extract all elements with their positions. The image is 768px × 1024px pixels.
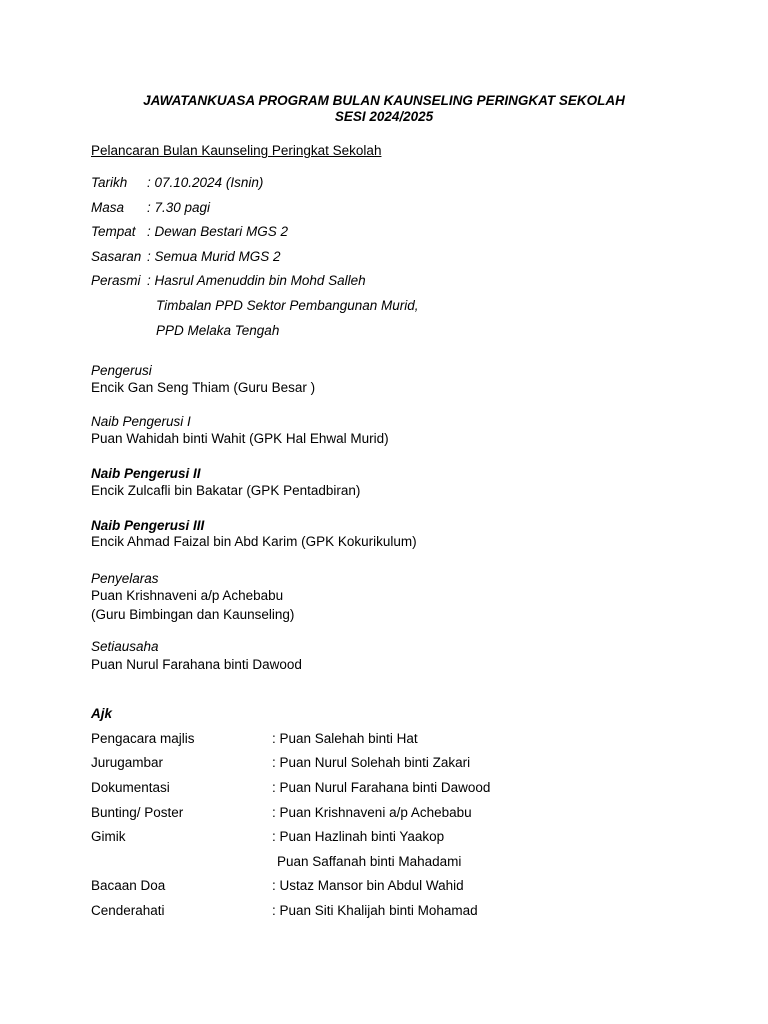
section-heading-naib-pengerusi-2: Naib Pengerusi II [91, 466, 201, 481]
detail-value: : Hasrul Amenuddin bin Mohd Salleh [147, 273, 366, 288]
ajk-name: : Puan Nurul Farahana binti Dawood [272, 780, 491, 795]
detail-value: : Semua Murid MGS 2 [147, 249, 281, 264]
section-heading-penyelaras: Penyelaras [91, 571, 159, 586]
ajk-role: Bacaan Doa [91, 878, 166, 893]
section-value: Encik Zulcafli bin Bakatar (GPK Pentadbiran) [91, 483, 361, 498]
document-title: JAWATANKUASA PROGRAM BULAN KAUNSELING PERINGKAT SEKOLAH [143, 93, 625, 108]
section-value: Encik Gan Seng Thiam (Guru Besar ) [91, 380, 316, 395]
ajk-role: Jurugambar [91, 755, 164, 770]
ajk-name: : Puan Krishnaveni a/p Achebabu [272, 805, 472, 820]
section-heading-setiausaha: Setiausaha [91, 639, 159, 654]
ajk-role: Gimik [91, 829, 126, 844]
detail-value: : Dewan Bestari MGS 2 [147, 224, 289, 239]
ajk-name: : Puan Salehah binti Hat [272, 731, 418, 746]
ajk-name: : Puan Hazlinah binti Yaakop [272, 829, 445, 844]
ajk-name: Puan Saffanah binti Mahadami [277, 854, 462, 869]
detail-sasaran [91, 249, 281, 265]
perasmi-office: PPD Melaka Tengah [156, 323, 280, 338]
document-session: SESI 2024/2025 [334, 109, 434, 124]
ajk-heading: Ajk [91, 706, 113, 721]
detail-label: Tempat [91, 224, 136, 239]
ajk-role: Cenderahati [91, 903, 165, 918]
section-value: Puan Wahidah binti Wahit (GPK Hal Ehwal Murid) [91, 431, 389, 446]
detail-label: Sasaran [91, 249, 142, 264]
detail-label: Masa [91, 200, 125, 215]
perasmi-position: Timbalan PPD Sektor Pembangunan Murid, [156, 298, 419, 313]
section-heading-naib-pengerusi-3: Naib Pengerusi III [91, 518, 205, 533]
detail-perasmi [91, 273, 366, 289]
detail-tempat [91, 224, 288, 240]
ajk-name: : Puan Siti Khalijah binti Mohamad [272, 903, 478, 918]
ajk-role: Dokumentasi [91, 780, 170, 795]
section-value: Encik Ahmad Faizal bin Abd Karim (GPK Kokurikulum) [91, 534, 417, 549]
section-heading-naib-pengerusi-1: Naib Pengerusi I [91, 414, 191, 429]
ajk-role: Pengacara majlis [91, 731, 195, 746]
section-heading-pengerusi: Pengerusi [91, 363, 152, 378]
event-subtitle: Pelancaran Bulan Kaunseling Peringkat Sekolah [91, 143, 382, 158]
detail-label: Tarikh [91, 175, 128, 190]
section-value: Puan Krishnaveni a/p Achebabu [91, 588, 284, 603]
ajk-name: : Puan Nurul Solehah binti Zakari [272, 755, 471, 770]
detail-value: : 07.10.2024 (Isnin) [147, 175, 264, 190]
ajk-role: Bunting/ Poster [91, 805, 184, 820]
section-value: Puan Nurul Farahana binti Dawood [91, 657, 302, 672]
detail-value: : 7.30 pagi [147, 200, 211, 215]
section-value: (Guru Bimbingan dan Kaunseling) [91, 607, 295, 622]
detail-tarikh [91, 175, 263, 191]
detail-label: Perasmi [91, 273, 141, 288]
detail-masa [91, 200, 210, 216]
ajk-name: : Ustaz Mansor bin Abdul Wahid [272, 878, 464, 893]
